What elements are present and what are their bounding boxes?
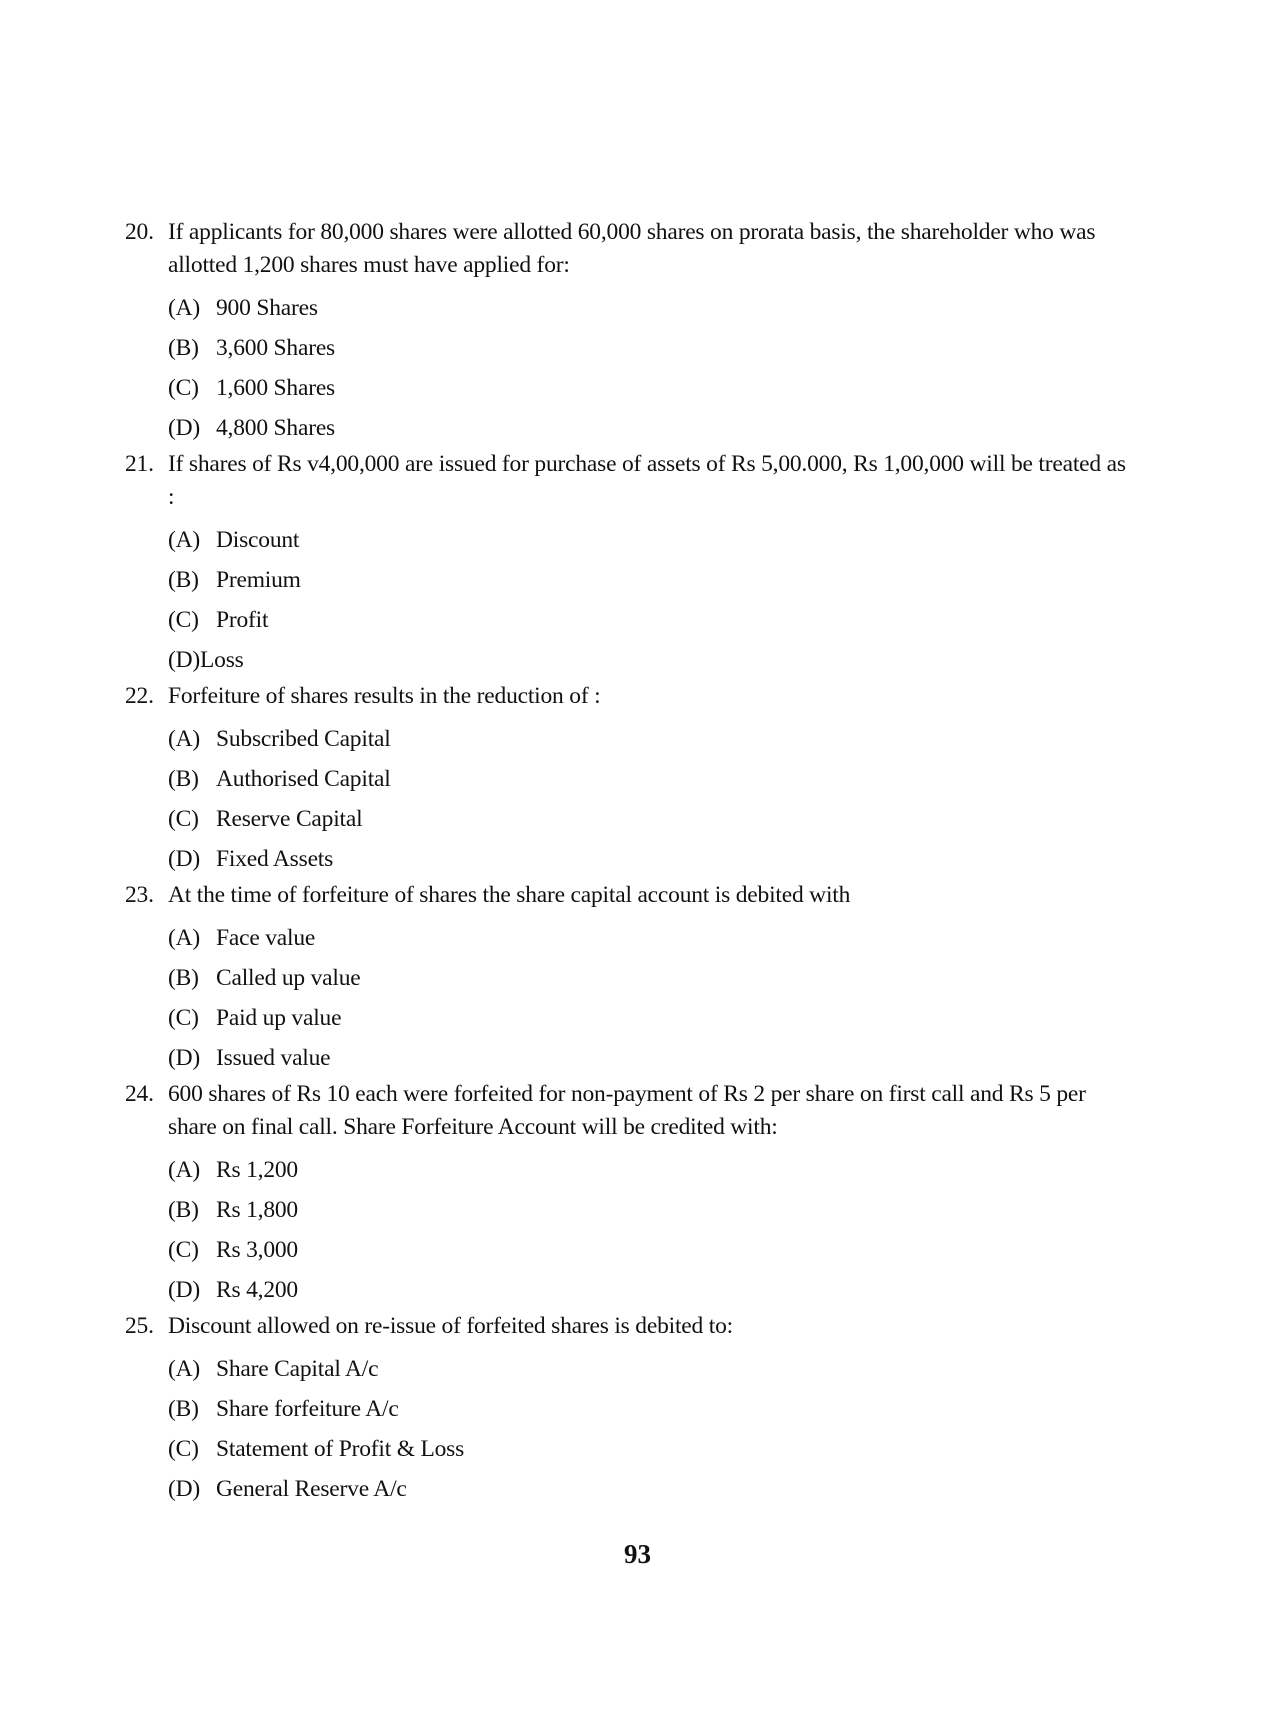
option-label: (D) <box>168 846 201 872</box>
option-text: Statement of Profit & Loss <box>216 1436 465 1462</box>
option-text: Rs 1,800 <box>216 1197 298 1223</box>
option-text: Reserve Capital <box>216 806 363 832</box>
option-text: Discount <box>216 527 300 553</box>
question-stem <box>125 1310 1135 1343</box>
option-label: (D) <box>168 1476 201 1502</box>
question-stem <box>125 879 1135 912</box>
question-21 <box>125 448 1135 680</box>
option-d <box>168 839 1135 879</box>
option-text: Fixed Assets <box>216 846 334 872</box>
option-text: 900 Shares <box>216 295 318 321</box>
question-number: 24. <box>125 1081 154 1107</box>
option-text: Called up value <box>216 965 361 991</box>
question-number: 22. <box>125 683 154 709</box>
question-25 <box>125 1310 1135 1509</box>
option-list <box>168 1150 1135 1310</box>
option-text: 4,800 Shares <box>216 415 336 441</box>
option-text: Rs 1,200 <box>216 1157 298 1183</box>
question-22 <box>125 680 1135 879</box>
question-number: 23. <box>125 882 154 908</box>
option-label: (C) <box>168 375 199 401</box>
option-c <box>168 368 1135 408</box>
option-label: (B) <box>168 567 199 593</box>
question-text: If shares of Rs v4,00,000 are issued for purchase of assets of Rs 5,00.000, Rs 1,00,000 will be treated as : <box>168 451 1126 510</box>
option-text: Subscribed Capital <box>216 726 391 752</box>
option-a <box>168 719 1135 759</box>
option-label: (C) <box>168 806 199 832</box>
option-b <box>168 1389 1135 1429</box>
option-label: (C) <box>168 1237 199 1263</box>
option-label: (A) <box>168 1157 201 1183</box>
option-text: General Reserve A/c <box>216 1476 407 1502</box>
option-label: (B) <box>168 965 199 991</box>
option-label: (A) <box>168 1356 201 1382</box>
option-a <box>168 1150 1135 1190</box>
option-text: 1,600 Shares <box>216 375 336 401</box>
option-label: (D) <box>168 647 201 673</box>
option-list <box>168 1349 1135 1509</box>
question-number: 20. <box>125 219 154 245</box>
question-text: 600 shares of Rs 10 each were forfeited for non-payment of Rs 2 per share on first call and Rs 5 per share on final call. Share Forfeiture Account will be credited with: <box>168 1081 1086 1140</box>
option-text: Rs 3,000 <box>216 1237 298 1263</box>
option-b <box>168 1190 1135 1230</box>
question-20 <box>125 216 1135 448</box>
option-b <box>168 328 1135 368</box>
question-number: 21. <box>125 451 154 477</box>
option-list <box>168 520 1135 680</box>
option-label: (C) <box>168 1005 199 1031</box>
option-label: (C) <box>168 1436 199 1462</box>
question-stem <box>125 448 1135 514</box>
option-label: (D) <box>168 415 201 441</box>
option-a <box>168 520 1135 560</box>
question-list <box>125 216 1135 1509</box>
question-text: If applicants for 80,000 shares were allotted 60,000 shares on prorata basis, the shareholder who was allotted 1,200 shares must have applied for: <box>168 219 1096 278</box>
option-text: Paid up value <box>216 1005 342 1031</box>
option-label: (A) <box>168 295 201 321</box>
question-24 <box>125 1078 1135 1310</box>
option-text: Loss <box>200 647 244 673</box>
option-c <box>168 1429 1135 1469</box>
option-label: (C) <box>168 607 199 633</box>
option-label: (D) <box>168 1045 201 1071</box>
option-a <box>168 918 1135 958</box>
option-c <box>168 799 1135 839</box>
option-d <box>168 1469 1135 1509</box>
option-d <box>168 1270 1135 1310</box>
question-number: 25. <box>125 1313 154 1339</box>
option-d <box>168 408 1135 448</box>
option-text: Face value <box>216 925 316 951</box>
option-text: Share Capital A/c <box>216 1356 379 1382</box>
option-text: Share forfeiture A/c <box>216 1396 399 1422</box>
option-list <box>168 719 1135 879</box>
question-text: Discount allowed on re-issue of forfeited shares is debited to: <box>168 1313 733 1339</box>
option-text: Premium <box>216 567 301 593</box>
question-stem <box>125 216 1135 282</box>
question-stem <box>125 680 1135 713</box>
option-b <box>168 560 1135 600</box>
option-b <box>168 958 1135 998</box>
option-d <box>168 1038 1135 1078</box>
option-text: 3,600 Shares <box>216 335 336 361</box>
question-stem <box>125 1078 1135 1144</box>
option-label: (B) <box>168 1197 199 1223</box>
option-d <box>168 640 1135 680</box>
option-label: (B) <box>168 335 199 361</box>
question-23 <box>125 879 1135 1078</box>
option-list <box>168 918 1135 1078</box>
option-text: Rs 4,200 <box>216 1277 298 1303</box>
option-label: (B) <box>168 1396 199 1422</box>
option-c <box>168 600 1135 640</box>
option-text: Profit <box>216 607 269 633</box>
question-text: At the time of forfeiture of shares the share capital account is debited with <box>168 882 851 908</box>
option-c <box>168 998 1135 1038</box>
option-label: (D) <box>168 1277 201 1303</box>
question-text: Forfeiture of shares results in the reduction of : <box>168 683 601 709</box>
option-list <box>168 288 1135 448</box>
option-text: Authorised Capital <box>216 766 391 792</box>
option-b <box>168 759 1135 799</box>
option-label: (A) <box>168 527 201 553</box>
option-c <box>168 1230 1135 1270</box>
option-label: (A) <box>168 726 201 752</box>
option-label: (A) <box>168 925 201 951</box>
option-text: Issued value <box>216 1045 331 1071</box>
option-a <box>168 1349 1135 1389</box>
option-a <box>168 288 1135 328</box>
page-number: 93 <box>624 1539 651 1569</box>
option-label: (B) <box>168 766 199 792</box>
